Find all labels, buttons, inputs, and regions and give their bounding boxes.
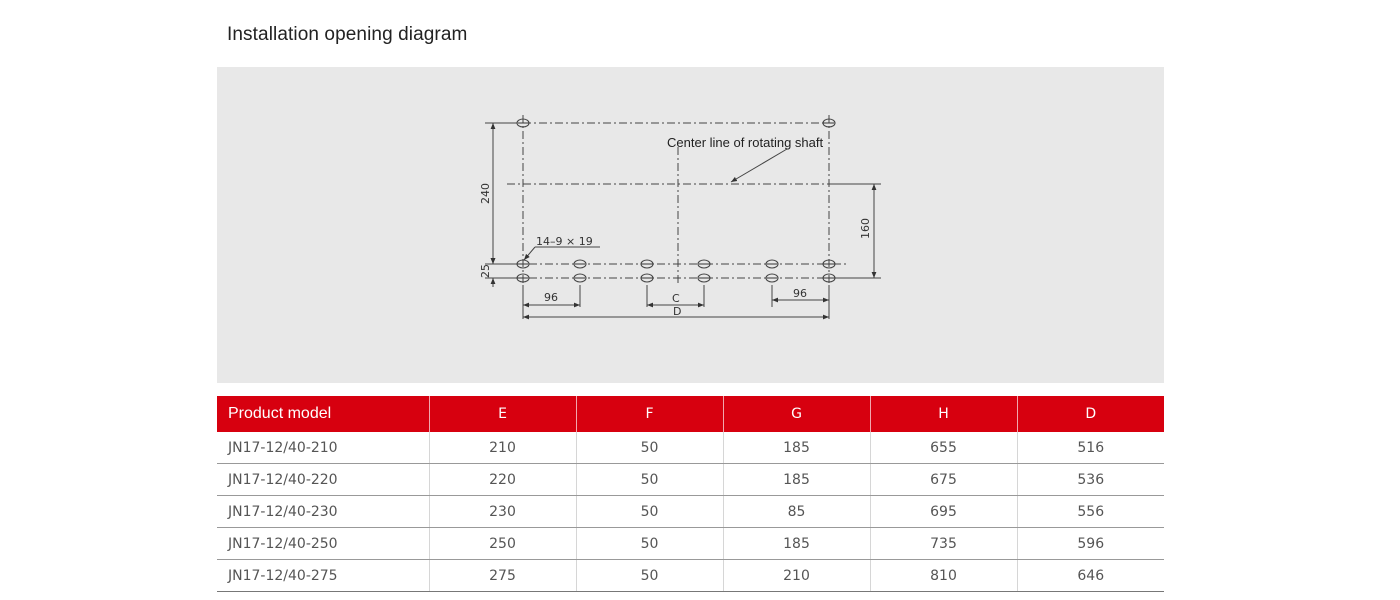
cell-g: 85 [723, 496, 870, 528]
cell-d: 516 [1017, 432, 1164, 464]
cell-model: JN17-12/40-230 [217, 496, 429, 528]
cell-d: 646 [1017, 560, 1164, 592]
cell-model: JN17-12/40-210 [217, 432, 429, 464]
cell-e: 230 [429, 496, 576, 528]
dimension-lines [493, 123, 874, 317]
cell-d: 556 [1017, 496, 1164, 528]
cell-e: 275 [429, 560, 576, 592]
label-dim-240: 240 [479, 183, 492, 204]
cell-d: 596 [1017, 528, 1164, 560]
header-e: E [429, 396, 576, 432]
header-h: H [870, 396, 1017, 432]
installation-diagram [217, 67, 1164, 383]
header-product-model: Product model [217, 396, 429, 432]
cell-f: 50 [576, 464, 723, 496]
cell-d: 536 [1017, 464, 1164, 496]
cell-h: 810 [870, 560, 1017, 592]
header-d: D [1017, 396, 1164, 432]
table-header-row [217, 396, 1164, 432]
cell-f: 50 [576, 560, 723, 592]
cell-g: 210 [723, 560, 870, 592]
cell-h: 695 [870, 496, 1017, 528]
table-row [217, 496, 1164, 528]
cell-model: JN17-12/40-220 [217, 464, 429, 496]
cell-e: 210 [429, 432, 576, 464]
label-dim-d: D [673, 305, 682, 318]
table-row [217, 464, 1164, 496]
cell-f: 50 [576, 528, 723, 560]
cell-model: JN17-12/40-275 [217, 560, 429, 592]
table-row [217, 432, 1164, 464]
cell-f: 50 [576, 496, 723, 528]
cell-model: JN17-12/40-250 [217, 528, 429, 560]
label-center-line: Center line of rotating shaft [667, 135, 824, 150]
cell-e: 220 [429, 464, 576, 496]
label-holes: 14–9 × 19 [536, 235, 593, 248]
header-g: G [723, 396, 870, 432]
label-dim-160: 160 [859, 218, 872, 239]
spec-table [217, 396, 1164, 592]
cell-g: 185 [723, 432, 870, 464]
cell-h: 655 [870, 432, 1017, 464]
cell-e: 250 [429, 528, 576, 560]
label-dim-96-right: 96 [793, 287, 807, 300]
cell-g: 185 [723, 528, 870, 560]
label-dim-25: 25 [479, 264, 492, 278]
label-dim-96-left: 96 [544, 291, 558, 304]
diagram-drawing [217, 67, 1164, 383]
label-dim-c: C [672, 292, 680, 305]
table-row [217, 560, 1164, 592]
cell-g: 185 [723, 464, 870, 496]
cell-h: 735 [870, 528, 1017, 560]
cell-f: 50 [576, 432, 723, 464]
header-f: F [576, 396, 723, 432]
table-row [217, 528, 1164, 560]
page-title: Installation opening diagram [227, 24, 468, 45]
cell-h: 675 [870, 464, 1017, 496]
